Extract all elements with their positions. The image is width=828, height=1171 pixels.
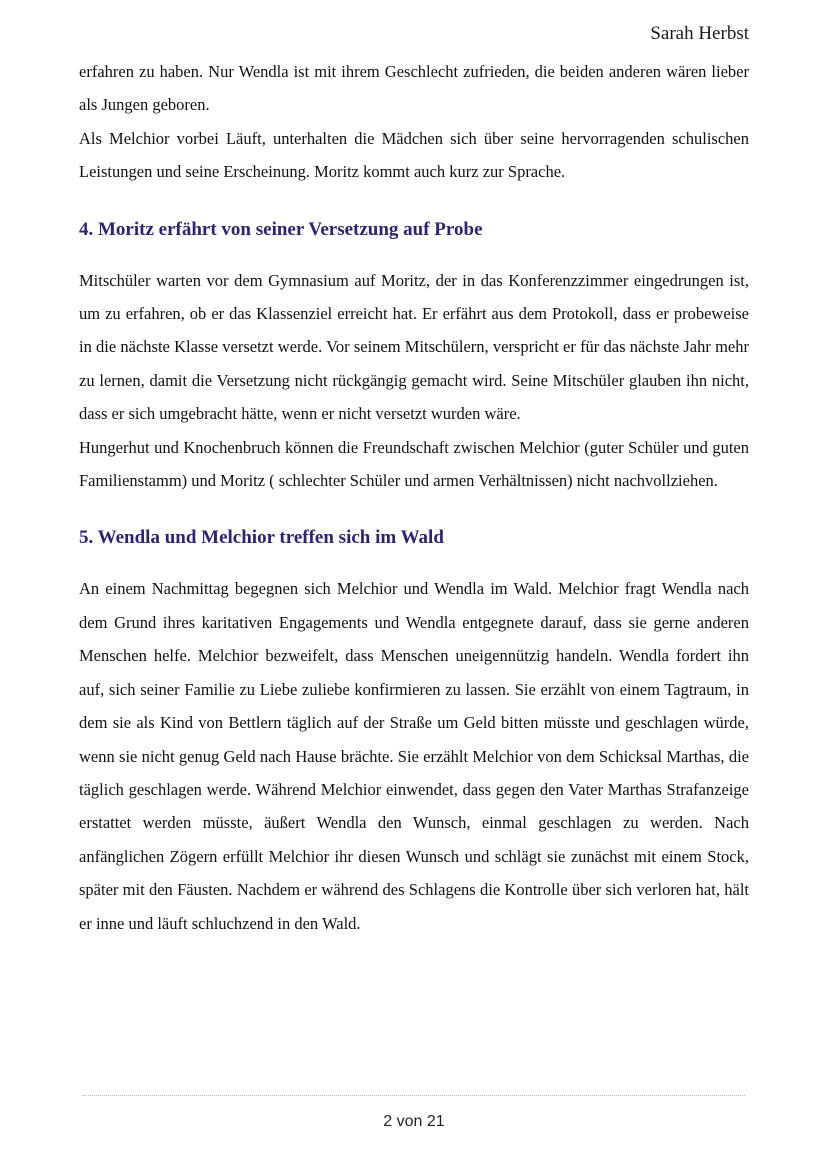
page-content xyxy=(79,55,749,940)
header-author: Sarah Herbst xyxy=(650,23,749,44)
intro-paragraph-2: Als Melchior vorbei Läuft, unterhalten die Mädchen sich über seine hervorragenden schulischen Leistungen und seine Erscheinung. Moritz kommt auch kurz zur Sprache. xyxy=(79,128,749,182)
section-5-heading: 5. Wendla und Melchior treffen sich im Wald xyxy=(79,527,444,549)
section-4-paragraph-1: Mitschüler warten vor dem Gymnasium auf Moritz, der in das Konferenzzimmer eingedrungen ist, um zu erfahren, ob er das Klassenziel erreicht hat. Er erfährt aus dem Protokoll, dass er probeweise in die nächste Klasse versetzt werde. Vor seinem Mitschülern, verspricht er für das nächste Jahr mehr zu lernen, damit die Versetzung nicht rückgängig gemacht wird. Seine Mitschüler glauben ihn nicht, dass er sich umgebracht hätte, wenn er nicht versetzt wurden wäre. xyxy=(79,270,749,424)
section-4-heading: 4. Moritz erfährt von seiner Versetzung auf Probe xyxy=(79,218,483,240)
section-4-paragraph-2: Hungerhut und Knochenbruch können die Freundschaft zwischen Melchior (guter Schüler und guten Familienstamm) und Moritz ( schlechter Schüler und armen Verhältnissen) nicht nachvollziehen. xyxy=(79,437,749,491)
intro-paragraph-1: erfahren zu haben. Nur Wendla ist mit ihrem Geschlecht zufrieden, die beiden anderen wären lieber als Jungen geboren. xyxy=(79,62,749,115)
footer-divider xyxy=(83,1095,745,1096)
section-5-paragraph-1: An einem Nachmittag begegnen sich Melchior und Wendla im Wald. Melchior fragt Wendla nach dem Grund ihres karitativen Engagements und Wendla entgegnete darauf, dass sie gerne anderen Menschen helfe. Melchior bezweifelt, dass Menschen uneigennützig handeln. Wendla fordert ihn auf, sich seiner Familie zu Liebe zuliebe konfirmieren zu lassen. Sie erzählt von einem Tagtraum, in dem sie als Kind von Bettlern täglich auf der Straße um Geld bitten müsste und geschlagen würde, wenn sie nicht genug Geld nach Hause brächte. Sie erzählt Melchior von dem Schicksal Marthas, die täglich geschlagen werde. Während Melchior einwendet, dass gegen den Vater Marthas Strafanzeige erstattet werden müsste, äußert Wendla den Wunsch, einmal geschlagen zu werden. Nach anfänglichen Zögern erfüllt Melchior ihr diesen Wunsch und schlägt sie zunächst mit einem Stock, später mit den Fäusten. Nachdem er während des Schlagens die Kontrolle über sich verloren hat, hält er inne und läuft schluchzend in den Wald. xyxy=(79,579,749,933)
page-number: 2 von 21 xyxy=(383,1113,445,1130)
